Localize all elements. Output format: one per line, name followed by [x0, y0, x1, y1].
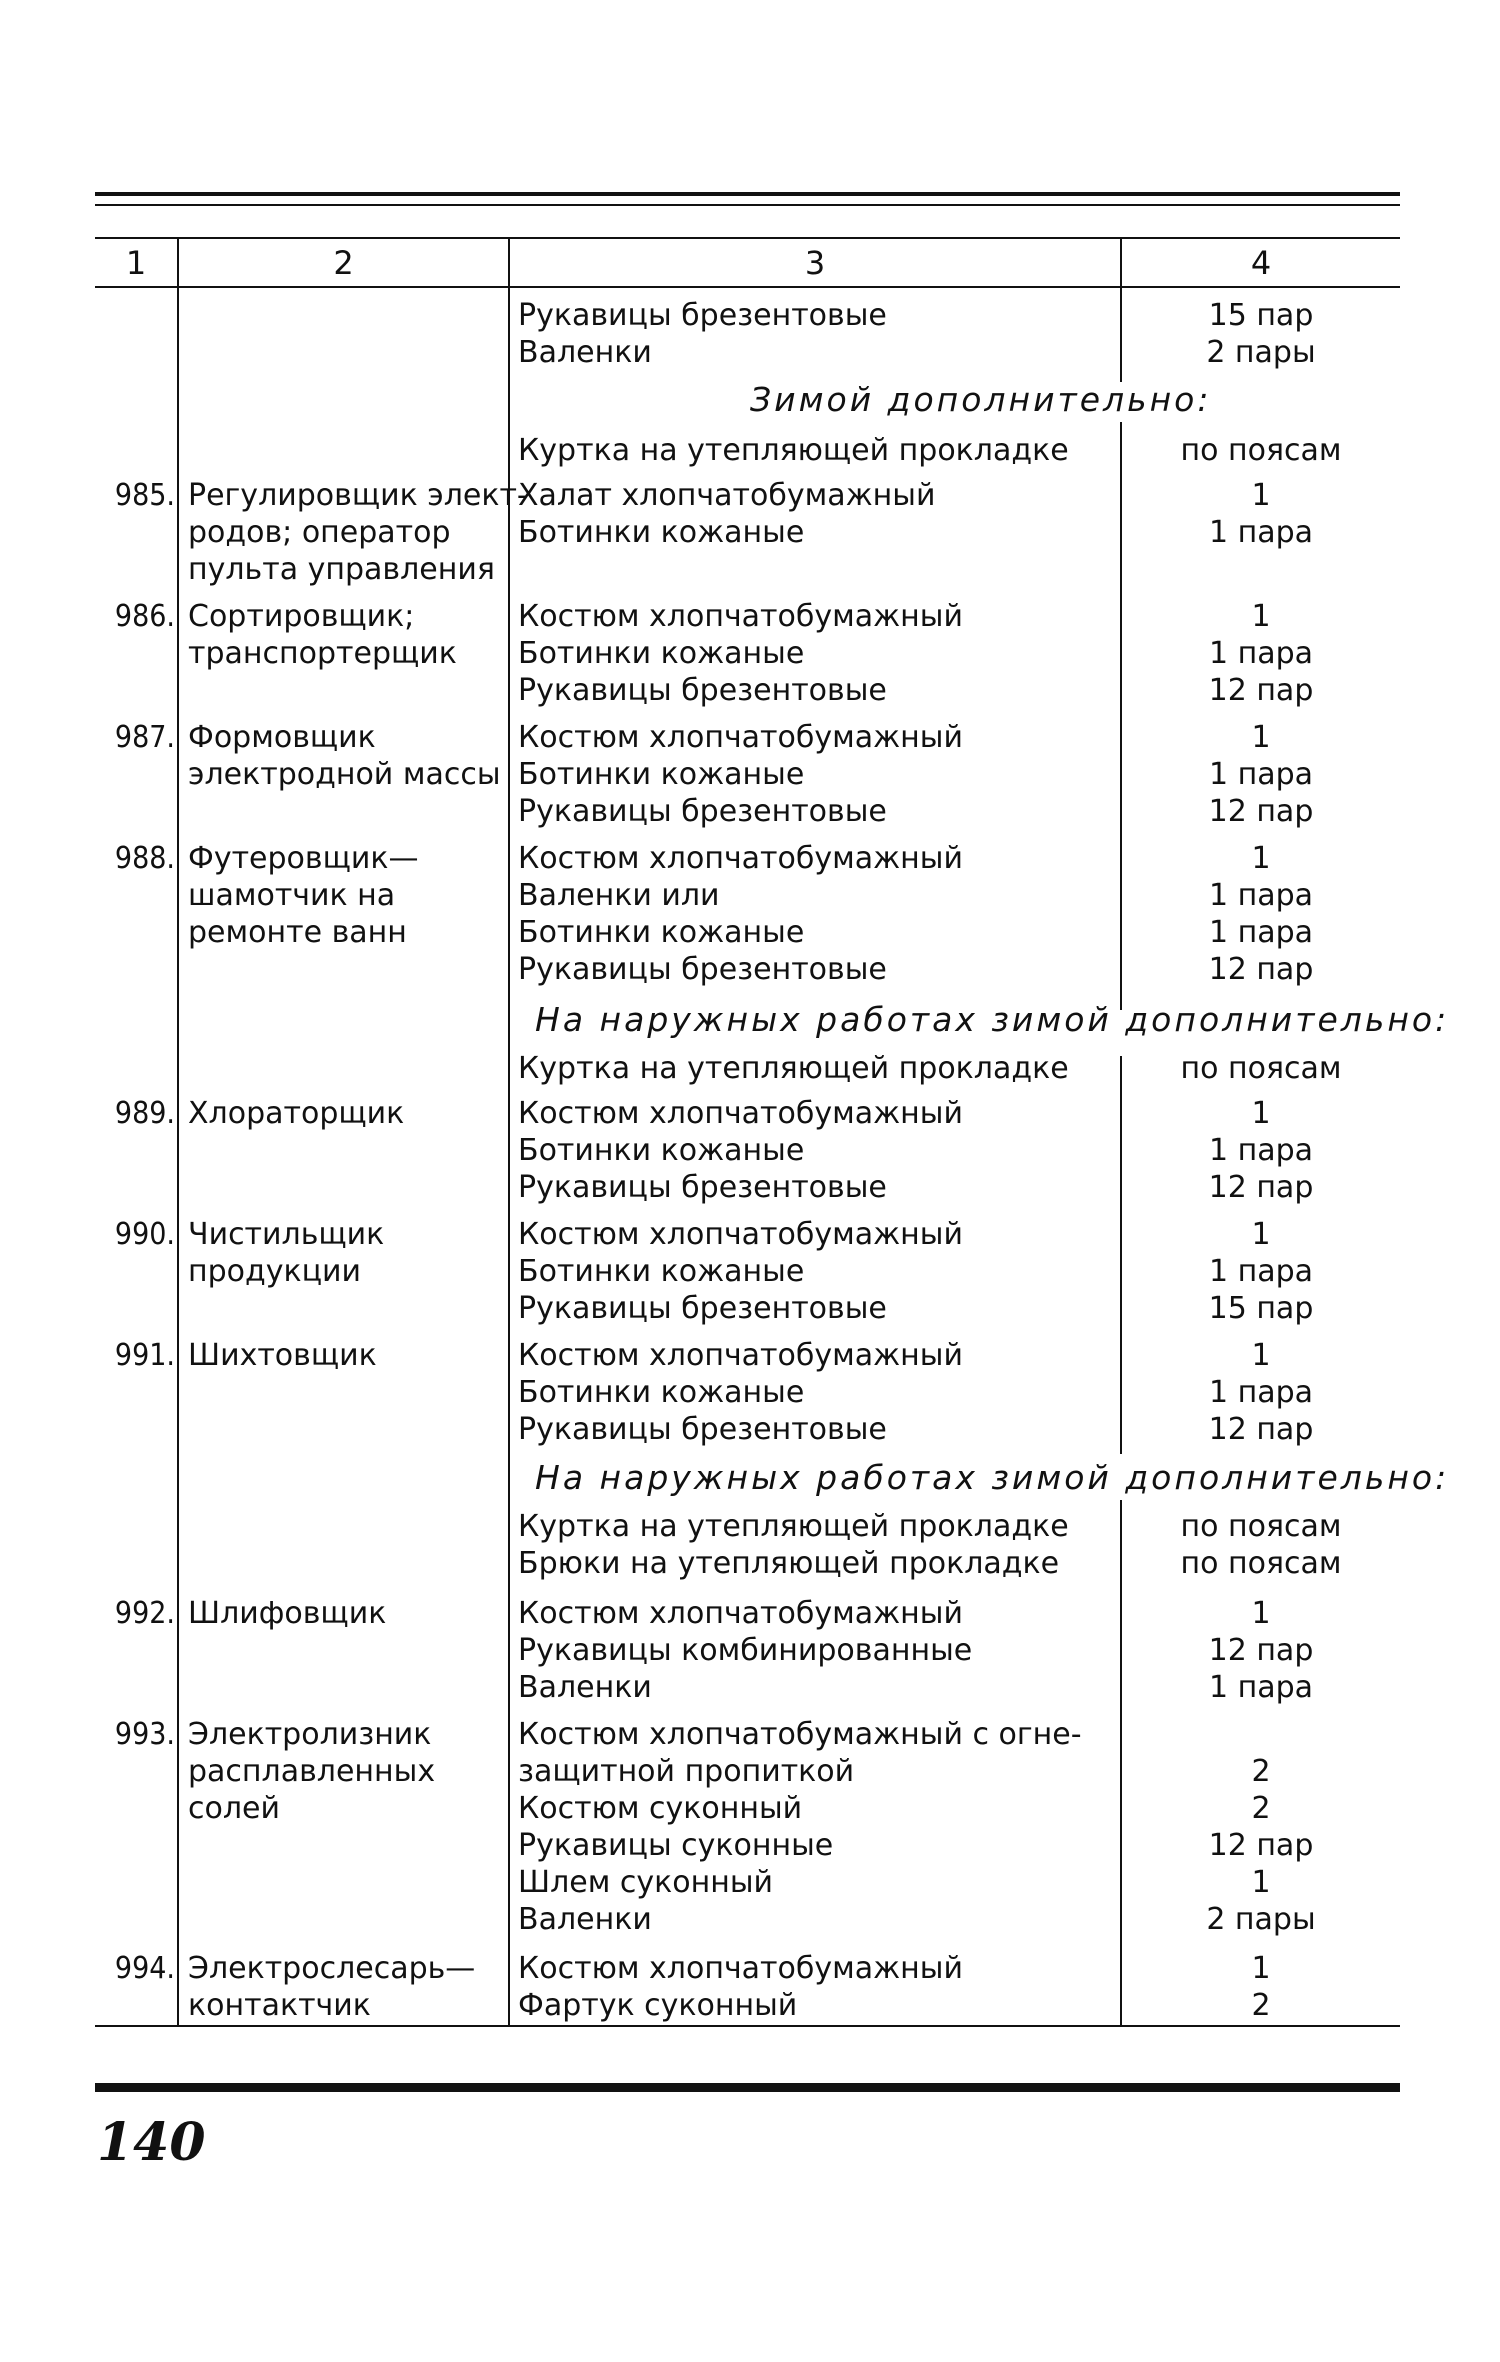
item-name: Рукавицы брезентовые — [518, 1291, 887, 1326]
section-note: Зимой дополнительно: — [750, 380, 1212, 419]
job-title-line: транспортерщик — [188, 636, 457, 671]
row-number: 989. — [114, 1096, 175, 1131]
job-title-line: контактчик — [188, 1988, 371, 2023]
item-quantity: 2 — [1251, 1988, 1271, 2023]
item-quantity: 1 — [1251, 599, 1271, 634]
item-name: Брюки на утепляющей прокладке — [518, 1546, 1060, 1581]
item-name: Ботинки кожаные — [518, 1375, 805, 1410]
item-quantity: 1 — [1251, 1338, 1271, 1373]
item-quantity: по поясам — [1180, 1509, 1342, 1544]
item-quantity: 1 пара — [1208, 636, 1314, 671]
item-quantity: 1 пара — [1208, 757, 1314, 792]
top-double-rule-thin — [95, 204, 1400, 206]
page-number: 140 — [97, 2112, 206, 2173]
item-quantity: 1 — [1251, 1951, 1271, 1986]
item-quantity: по поясам — [1180, 1051, 1342, 1086]
item-quantity: 1 пара — [1208, 878, 1314, 913]
item-name: Ботинки кожаные — [518, 1133, 805, 1168]
job-title-line: солей — [188, 1791, 280, 1826]
item-quantity: 12 пар — [1208, 794, 1314, 829]
item-name: Халат хлопчатобумажный — [518, 478, 936, 513]
item-name: Фартук суконный — [518, 1988, 798, 2023]
item-name: Костюм хлопчатобумажный с огне- — [518, 1717, 1082, 1752]
item-name: Ботинки кожаные — [518, 757, 805, 792]
item-name: Валенки или — [518, 878, 720, 913]
row-number: 988. — [114, 841, 175, 876]
item-name: Валенки — [518, 1670, 652, 1705]
item-quantity: 1 пара — [1208, 1670, 1314, 1705]
column-header-1: 1 — [125, 244, 147, 282]
item-name: Костюм хлопчатобумажный — [518, 1217, 963, 1252]
item-name: Рукавицы брезентовые — [518, 298, 887, 333]
item-name: Рукавицы брезентовые — [518, 794, 887, 829]
item-quantity: 2 пары — [1206, 335, 1316, 370]
job-title-line: пульта управления — [188, 552, 495, 587]
item-name: Шлем суконный — [518, 1865, 774, 1900]
item-quantity: 1 пара — [1208, 515, 1314, 550]
item-quantity: 12 пар — [1208, 1412, 1314, 1447]
item-name: Валенки — [518, 335, 652, 370]
footer-thick-rule — [95, 2083, 1400, 2092]
section-note: На наружных работах зимой дополнительно: — [535, 1000, 1450, 1039]
item-name: Ботинки кожаные — [518, 915, 805, 950]
item-quantity: 12 пар — [1208, 1170, 1314, 1205]
job-title-line: ремонте ванн — [188, 915, 407, 950]
item-name: Куртка на утепляющей прокладке — [518, 433, 1069, 468]
job-title-line: Сортировщик; — [188, 599, 415, 634]
header-bottom-rule — [95, 286, 1400, 288]
item-name: Куртка на утепляющей прокладке — [518, 1509, 1069, 1544]
item-name: Костюм хлопчатобумажный — [518, 1951, 963, 1986]
item-quantity: 1 — [1251, 1596, 1271, 1631]
item-quantity: по поясам — [1180, 1546, 1342, 1581]
item-quantity: 1 — [1251, 1865, 1271, 1900]
item-name: Валенки — [518, 1902, 652, 1937]
item-name: Куртка на утепляющей прокладке — [518, 1051, 1069, 1086]
job-title-line: шамотчик на — [188, 878, 396, 913]
top-double-rule-thick — [95, 192, 1400, 196]
column-divider-1 — [177, 239, 179, 2025]
job-title-line: Электролизник — [188, 1717, 432, 1752]
item-name: Рукавицы брезентовые — [518, 952, 887, 987]
job-title-line: Электрослесарь— — [188, 1951, 476, 1986]
item-name: Ботинки кожаные — [518, 1254, 805, 1289]
row-number: 987. — [114, 720, 175, 755]
item-name: Костюм хлопчатобумажный — [518, 1338, 963, 1373]
item-name: Костюм хлопчатобумажный — [518, 1096, 963, 1131]
job-title-line: Чистильщик — [188, 1217, 385, 1252]
item-name: Рукавицы брезентовые — [518, 673, 887, 708]
item-name: Ботинки кожаные — [518, 636, 805, 671]
section-note: На наружных работах зимой дополнительно: — [535, 1458, 1450, 1497]
item-quantity: 2 — [1251, 1754, 1271, 1789]
row-number: 985. — [114, 478, 175, 513]
row-number: 992. — [114, 1596, 175, 1631]
item-quantity: 2 пары — [1206, 1902, 1316, 1937]
item-quantity: 1 пара — [1208, 915, 1314, 950]
item-name: защитной пропиткой — [518, 1754, 855, 1789]
item-name: Рукавицы комбинированные — [518, 1633, 973, 1668]
row-number: 993. — [114, 1717, 175, 1752]
item-quantity: 12 пар — [1208, 1633, 1314, 1668]
item-quantity: 12 пар — [1208, 952, 1314, 987]
item-name: Костюм хлопчатобумажный — [518, 841, 963, 876]
job-title-line: Шлифовщик — [188, 1596, 387, 1631]
item-quantity: по поясам — [1180, 433, 1342, 468]
table-bottom-rule — [95, 2025, 1400, 2027]
item-name: Рукавицы брезентовые — [518, 1170, 887, 1205]
job-title-line: электродной массы — [188, 757, 501, 792]
item-quantity: 1 — [1251, 1217, 1271, 1252]
item-quantity: 1 — [1251, 841, 1271, 876]
job-title-line: продукции — [188, 1254, 362, 1289]
item-name: Костюм хлопчатобумажный — [518, 599, 963, 634]
job-title-line: Регулировщик элект- — [188, 478, 528, 513]
item-quantity: 1 пара — [1208, 1254, 1314, 1289]
row-number: 994. — [114, 1951, 175, 1986]
row-number: 990. — [114, 1217, 175, 1252]
row-number: 991. — [114, 1338, 175, 1373]
column-header-3: 3 — [804, 244, 826, 282]
job-title-line: Шихтовщик — [188, 1338, 377, 1373]
item-quantity: 15 пар — [1208, 298, 1314, 333]
job-title-line: расплавленных — [188, 1754, 436, 1789]
header-top-rule — [95, 237, 1400, 239]
item-name: Костюм хлопчатобумажный — [518, 1596, 963, 1631]
item-quantity: 12 пар — [1208, 1828, 1314, 1863]
item-quantity: 1 — [1251, 720, 1271, 755]
item-name: Рукавицы брезентовые — [518, 1412, 887, 1447]
item-quantity: 1 — [1251, 1096, 1271, 1131]
column-header-2: 2 — [333, 244, 354, 282]
item-quantity: 1 — [1251, 478, 1271, 513]
item-name: Рукавицы суконные — [518, 1828, 834, 1863]
item-name: Костюм хлопчатобумажный — [518, 720, 963, 755]
item-quantity: 1 пара — [1208, 1133, 1314, 1168]
job-title-line: Футеровщик— — [188, 841, 419, 876]
job-title-line: Формовщик — [188, 720, 376, 755]
job-title-line: родов; оператор — [188, 515, 451, 550]
item-quantity: 15 пар — [1208, 1291, 1314, 1326]
row-number: 986. — [114, 599, 175, 634]
item-quantity: 1 пара — [1208, 1375, 1314, 1410]
item-quantity: 2 — [1251, 1791, 1271, 1826]
job-title-line: Хлораторщик — [188, 1096, 405, 1131]
item-quantity: 12 пар — [1208, 673, 1314, 708]
item-name: Ботинки кожаные — [518, 515, 805, 550]
item-name: Костюм суконный — [518, 1791, 803, 1826]
column-header-4: 4 — [1250, 244, 1272, 282]
